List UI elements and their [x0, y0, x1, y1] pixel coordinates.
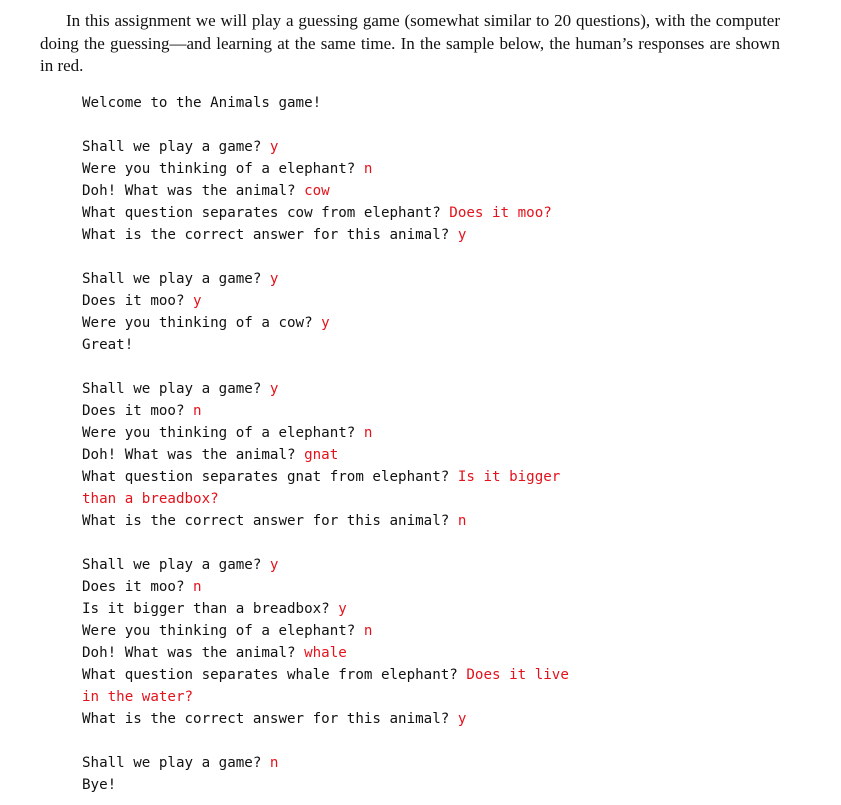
- transcript-line: [82, 708, 802, 730]
- blank-line: [82, 532, 802, 554]
- blank-line: [82, 730, 802, 752]
- transcript-line: [82, 554, 802, 576]
- human-response: Does it live: [466, 667, 569, 683]
- computer-prompt: Shall we play a game?: [82, 755, 270, 771]
- human-response: y: [269, 381, 279, 397]
- blank-line: [82, 114, 802, 136]
- transcript-line: [82, 510, 802, 532]
- transcript-line: [82, 642, 802, 664]
- computer-prompt: Shall we play a game?: [82, 381, 270, 397]
- computer-prompt: Shall we play a game?: [82, 139, 270, 155]
- transcript-line: [82, 224, 802, 246]
- transcript-line: [82, 312, 802, 334]
- computer-prompt: Were you thinking of a cow?: [82, 315, 322, 331]
- human-response: whale: [304, 645, 347, 661]
- transcript-line: [82, 334, 802, 356]
- computer-prompt: Is it bigger than a breadbox?: [82, 601, 339, 617]
- human-response-continued: than a breadbox?: [82, 491, 219, 507]
- computer-prompt: What is the correct answer for this animal?: [82, 513, 458, 529]
- human-response: cow: [304, 183, 330, 199]
- transcript-line: [82, 136, 802, 158]
- transcript: [82, 92, 802, 796]
- human-response: n: [269, 755, 279, 771]
- transcript-line: [82, 180, 802, 202]
- human-response: n: [363, 161, 373, 177]
- human-response: y: [269, 271, 279, 287]
- intro-paragraph: In this assignment we will play a guessing game (somewhat similar to 20 questions), with the computer doing the guessing—and learning at the same time. In the sample below, the human’s responses are shown in red.: [40, 11, 780, 75]
- human-response: n: [457, 513, 467, 529]
- transcript-line: [82, 598, 802, 620]
- computer-prompt: What question separates whale from elephant?: [82, 667, 467, 683]
- transcript-line: [82, 686, 802, 708]
- human-response: y: [269, 557, 279, 573]
- transcript-line: [82, 400, 802, 422]
- human-response: n: [193, 403, 202, 419]
- computer-text: Bye!: [82, 777, 117, 793]
- human-response: y: [457, 711, 467, 727]
- transcript-line: [82, 488, 802, 510]
- computer-text: Great!: [82, 337, 134, 353]
- human-response-continued: in the water?: [82, 689, 194, 705]
- computer-prompt: Doh! What was the animal?: [82, 183, 305, 199]
- blank-line: [82, 356, 802, 378]
- human-response: y: [193, 293, 202, 309]
- computer-prompt: Doh! What was the animal?: [82, 447, 305, 463]
- computer-prompt: Does it moo?: [82, 403, 194, 419]
- human-response: Does it moo?: [449, 205, 552, 221]
- human-response: y: [269, 139, 279, 155]
- human-response: gnat: [304, 447, 339, 463]
- transcript-line: [82, 422, 802, 444]
- transcript-line: [82, 378, 802, 400]
- computer-prompt: Were you thinking of a elephant?: [82, 623, 364, 639]
- human-response: y: [338, 601, 347, 617]
- transcript-line: [82, 576, 802, 598]
- computer-prompt: Shall we play a game?: [82, 557, 270, 573]
- computer-prompt: What is the correct answer for this animal?: [82, 711, 458, 727]
- computer-prompt: Were you thinking of a elephant?: [82, 425, 364, 441]
- human-response: Is it bigger: [457, 469, 561, 485]
- transcript-line: [82, 202, 802, 224]
- transcript-line: [82, 752, 802, 774]
- blank-line: [82, 246, 802, 268]
- transcript-line: [82, 444, 802, 466]
- transcript-line: [82, 290, 802, 312]
- human-response: y: [321, 315, 330, 331]
- transcript-line: [82, 158, 802, 180]
- transcript-line: [82, 466, 802, 488]
- human-response: n: [363, 623, 373, 639]
- computer-prompt: Were you thinking of a elephant?: [82, 161, 364, 177]
- computer-text: Welcome to the Animals game!: [82, 95, 322, 111]
- human-response: n: [193, 579, 202, 595]
- human-response: n: [363, 425, 373, 441]
- transcript-line: [82, 774, 802, 796]
- computer-prompt: Does it moo?: [82, 293, 194, 309]
- human-response: y: [457, 227, 467, 243]
- computer-prompt: Shall we play a game?: [82, 271, 270, 287]
- computer-prompt: What question separates cow from elephant?: [82, 205, 450, 221]
- transcript-line: [82, 268, 802, 290]
- welcome-line: [82, 92, 802, 114]
- computer-prompt: Doh! What was the animal?: [82, 645, 305, 661]
- transcript-line: [82, 620, 802, 642]
- computer-prompt: What is the correct answer for this animal?: [82, 227, 458, 243]
- computer-prompt: What question separates gnat from elephant?: [82, 469, 458, 485]
- computer-prompt: Does it moo?: [82, 579, 194, 595]
- transcript-line: [82, 664, 802, 686]
